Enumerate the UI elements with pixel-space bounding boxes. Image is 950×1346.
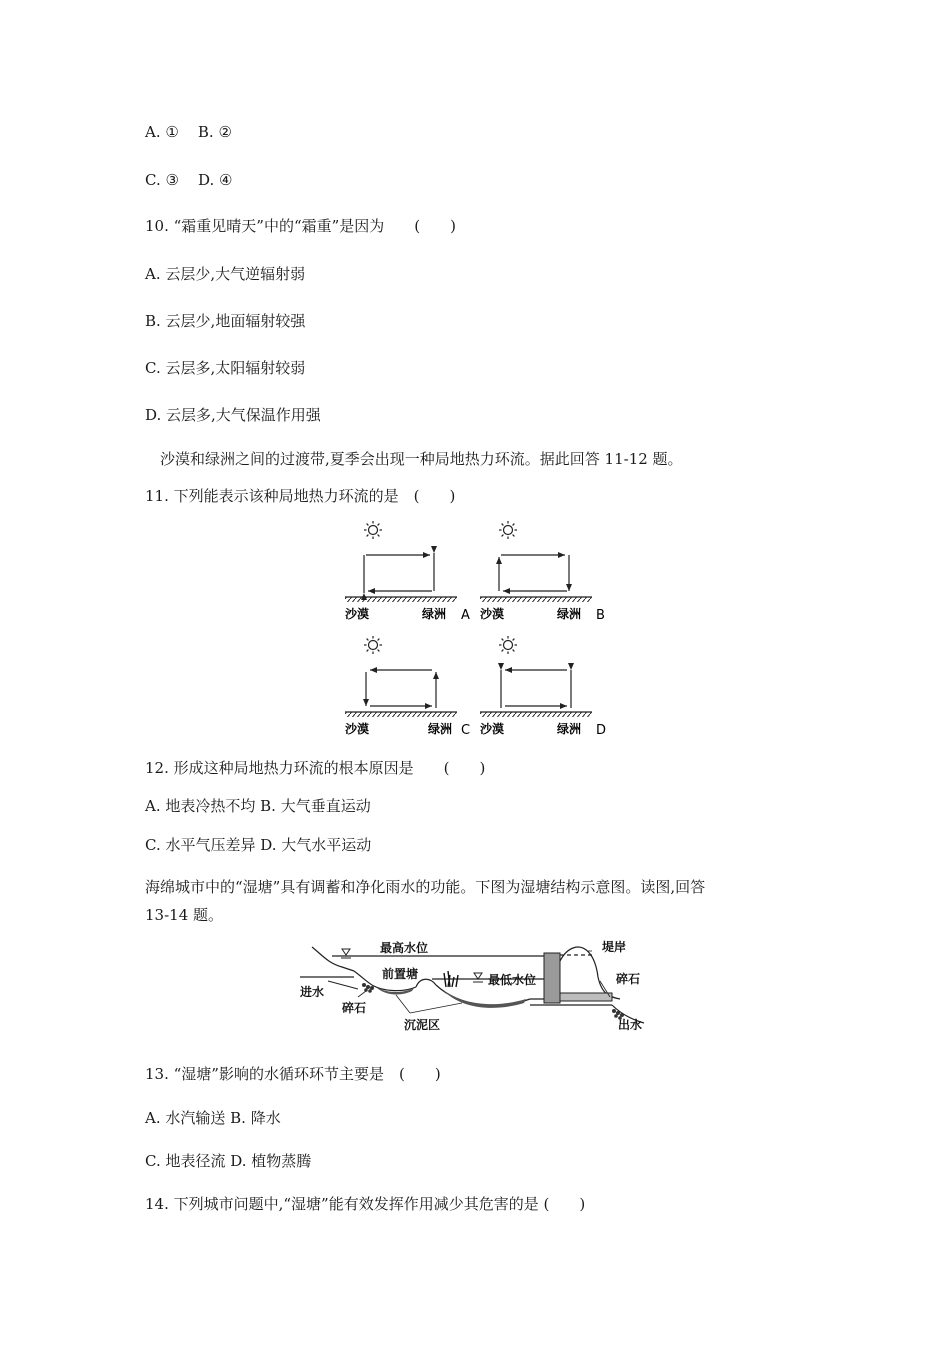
panel-d-letter: D: [596, 723, 607, 738]
label-sediment: 沉泥区: [404, 1018, 441, 1032]
panel-a-letter: A: [461, 608, 470, 623]
sun-icon: [499, 636, 517, 654]
panel-c-letter: C: [461, 723, 471, 738]
q12-stem: 12. 形成这种局地热力环流的根本原因是 ( ): [145, 759, 486, 777]
panel-b-left-label: 沙漠: [480, 607, 505, 621]
water-level-symbol: [473, 973, 483, 982]
q10-option-a: A. 云层少,大气逆辐射弱: [145, 265, 306, 283]
label-embankment: 堤岸: [602, 940, 627, 954]
q12-options-row2: C. 水平气压差异 D. 大气水平运动: [145, 836, 372, 854]
q9-options-row1: A. ① B. ②: [145, 123, 232, 141]
q12-options-row1: A. 地表冷热不均 B. 大气垂直运动: [145, 797, 371, 815]
q13-options-row2: C. 地表径流 D. 植物蒸腾: [145, 1152, 312, 1170]
label-gravel-left: 碎石: [342, 1001, 367, 1015]
label-lowest-water: 最低水位: [488, 973, 537, 987]
panel-b-letter: B: [596, 608, 605, 623]
circulation-figure: [340, 515, 620, 747]
panel-d-left-label: 沙漠: [480, 722, 505, 736]
label-gravel-right: 碎石: [616, 972, 641, 986]
sun-icon: [499, 521, 517, 539]
panel-a: [345, 521, 470, 623]
panel-c: [345, 636, 470, 738]
q10-stem: 10. “霜重见晴天”中的“霜重”是因为 ( ): [145, 217, 457, 235]
label-outlet: 出水: [618, 1018, 643, 1032]
label-fore-pond: 前置塘: [382, 967, 419, 981]
q14-stem: 14. 下列城市问题中,“湿塘”能有效发挥作用减少其危害的是 ( ): [145, 1195, 586, 1213]
panel-c-right-label: 绿洲: [428, 722, 453, 736]
panel-d: [480, 636, 606, 738]
panel-a-left-label: 沙漠: [345, 607, 370, 621]
label-inlet: 进水: [300, 985, 325, 999]
q9-options-row2: C. ③ D. ④: [145, 171, 233, 189]
intro-13-14-line1: 海绵城市中的“湿塘”具有调蓄和净化雨水的功能。下图为湿塘结构示意图。读图,回答: [145, 878, 706, 896]
panel-b: [480, 521, 605, 623]
q10-option-b: B. 云层少,地面辐射较强: [145, 312, 306, 330]
q10-option-c: C. 云层多,太阳辐射较弱: [145, 359, 306, 377]
q13-stem: 13. “湿塘”影响的水循环环节主要是 ( ): [145, 1065, 441, 1083]
panel-c-left-label: 沙漠: [345, 722, 370, 736]
wet-pond-figure: [292, 937, 652, 1037]
intro-11-12: 沙漠和绿洲之间的过渡带,夏季会出现一种局地热力环流。据此回答 11-12 题。: [160, 450, 683, 468]
panel-b-right-label: 绿洲: [557, 607, 582, 621]
intro-13-14-line2: 13-14 题。: [145, 906, 224, 924]
panel-d-right-label: 绿洲: [557, 722, 582, 736]
sun-icon: [364, 521, 382, 539]
sun-icon: [364, 636, 382, 654]
q11-stem: 11. 下列能表示该种局地热力环流的是 ( ): [145, 487, 456, 505]
label-highest-water: 最高水位: [380, 941, 429, 955]
panel-a-right-label: 绿洲: [422, 607, 447, 621]
q10-option-d: D. 云层多,大气保温作用强: [145, 406, 321, 424]
q13-options-row1: A. 水汽输送 B. 降水: [145, 1109, 281, 1127]
water-level-symbol: [341, 949, 351, 958]
